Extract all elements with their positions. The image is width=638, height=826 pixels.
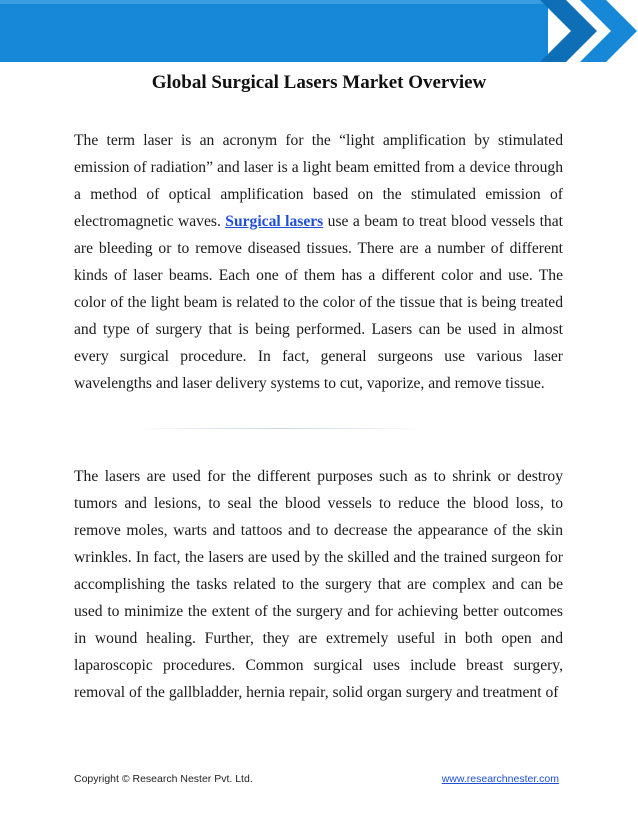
paragraph-intro-text-a: The term laser is an acronym for the “light amplification by stimulated emission of radiation” and laser is a light beam emitted from a device through a method of optical amplification based on the stimulated emission of electromagnetic waves. bbox=[74, 132, 563, 230]
header-band bbox=[0, 0, 638, 62]
header-bar-fade bbox=[0, 0, 548, 4]
paragraph-intro-text-b: use a beam to treat blood vessels that are bleeding or to remove diseased tissues. There are a number of different kinds of laser beams. Each one of them has a different color and use. The color of the light beam is related to the color of the tissue that is being treated and type of surgery that is being performed. Lasers can be used in almost every surgical procedure. In fact, general surgeons use various laser wavelengths and laser delivery systems to cut, vaporize, and remove tissue. bbox=[74, 213, 563, 392]
copyright-text: Copyright © Research Nester Pvt. Ltd. bbox=[74, 773, 253, 785]
chevron-right-icon bbox=[540, 0, 597, 62]
page-title: Global Surgical Lasers Market Overview bbox=[151, 72, 487, 93]
website-link[interactable]: www.researchnester.com bbox=[441, 773, 559, 785]
header-bar bbox=[0, 0, 548, 62]
surgical-lasers-link[interactable]: Surgical lasers bbox=[225, 213, 324, 230]
divider bbox=[130, 428, 430, 429]
paragraph-uses: The lasers are used for the different purposes such as to shrink or destroy tumors and lesions, to seal the blood vessels to reduce the blood loss, to remove moles, warts and tattoos and to decrease the appearance of the skin wrinkles. In fact, the lasers are used by the skilled and the trained surgeon for accomplishing the tasks related to the surgery that are complex and can be used to minimize the extent of the surgery and for achieving better outcomes in wound healing. Further, they are extremely useful in both open and laparoscopic procedures. Common surgical uses include breast surgery, removal of the gallbladder, hernia repair, solid organ surgery and treatment of bbox=[74, 468, 563, 701]
paragraph-intro bbox=[74, 127, 563, 397]
